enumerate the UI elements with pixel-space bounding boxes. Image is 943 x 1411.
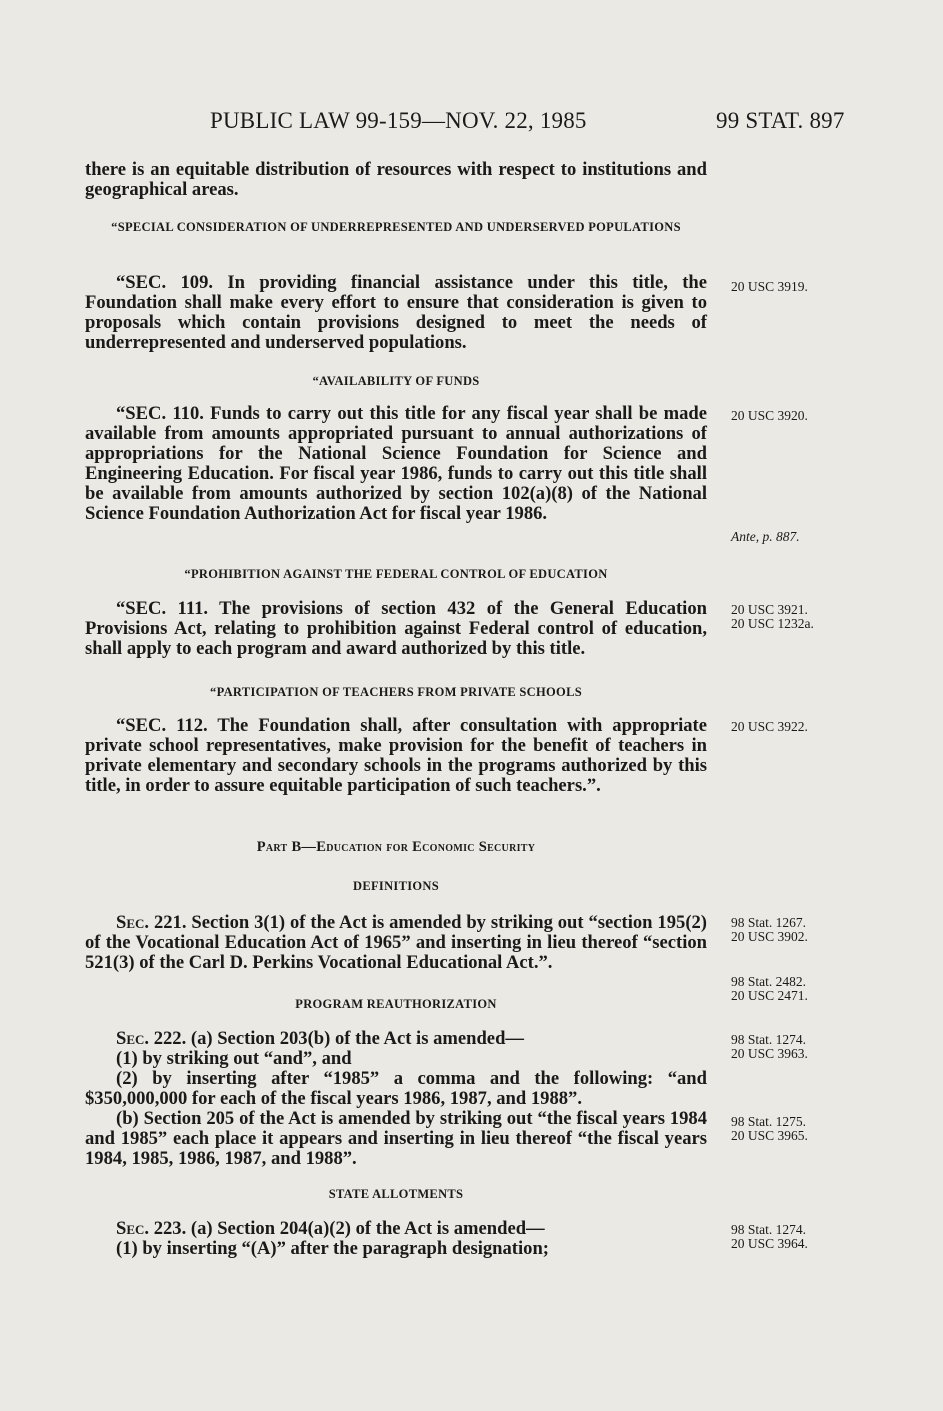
- margin-note-222b: 20 USC 3963.: [731, 1046, 808, 1061]
- sec-223-text: . 223. (a) Section 204(a)(2) of the Act is amended—: [144, 1218, 545, 1239]
- margin-note-221a: 98 Stat. 1267.: [731, 915, 807, 930]
- running-header-title: PUBLIC LAW 99-159—NOV. 22, 1985: [210, 108, 587, 133]
- margin-note-223a: 98 Stat. 1274.: [731, 1222, 807, 1237]
- section-221: [85, 913, 707, 973]
- part-b-heading: Part B—Education for Economic Security: [256, 839, 536, 855]
- margin-note-222d: 20 USC 3965.: [731, 1128, 808, 1143]
- section-110: “SEC. 110. Funds to carry out this title for any fiscal year shall be made available from amounts appropriated pursuant to annual authorizations of appropriations for the National Science Foundation for Science and Engineering Education. For fiscal year 1986, funds to carry out this title shall be available from amounts authorized by section 102(a)(8) of the National Science Foundation Authorization Act for fiscal year 1986.: [85, 403, 707, 524]
- margin-note-111b: 20 USC 1232a.: [731, 616, 814, 631]
- margin-note-ante: Ante, p. 887.: [731, 529, 800, 544]
- section-223: [85, 1219, 707, 1259]
- section-222: [85, 1029, 707, 1169]
- margin-note-221c: 98 Stat. 2482.: [731, 974, 807, 989]
- section-heading-223: STATE ALLOTMENTS: [328, 1187, 464, 1201]
- sec-222-item-2: (2) by inserting after “1985” a comma and the following: “and $350,000,000 for each of the fiscal years 1986, 1987, and 1988”.: [85, 1068, 707, 1109]
- sec-221-label: Sec: [116, 912, 145, 933]
- paragraph-continuation: there is an equitable distribution of resources with respect to institutions and geographical areas.: [85, 159, 707, 200]
- margin-note-223b: 20 USC 3964.: [731, 1236, 808, 1251]
- sec-221-text: . 221. Section 3(1) of the Act is amended by striking out “section 195(2) of the Vocational Education Act of 1965” and inserting in lieu thereof “section 521(3) of the Carl D. Perkins Vocational Educational Act.”.: [85, 912, 707, 973]
- section-111: “SEC. 111. The provisions of section 432 of the General Education Provisions Act, relating to prohibition against Federal control of education, shall apply to each program and award authorized by this title.: [85, 598, 707, 659]
- section-heading-111: “PROHIBITION AGAINST THE FEDERAL CONTROL OF EDUCATION: [184, 567, 608, 581]
- section-112: “SEC. 112. The Foundation shall, after consultation with appropriate private school representatives, make provision for the benefit of teachers in private elementary and secondary schools in the programs authorized by this title, in order to assure equitable participation of such teachers.”.: [85, 715, 707, 796]
- sec-223-item-1: (1) by inserting “(A)” after the paragraph designation;: [116, 1238, 549, 1259]
- margin-note-221b: 20 USC 3902.: [731, 929, 808, 944]
- sec-222-label: Sec: [116, 1028, 145, 1049]
- section-heading-221: DEFINITIONS: [353, 879, 439, 893]
- margin-note-111a: 20 USC 3921.: [731, 602, 808, 617]
- sec-222-b: (b) Section 205 of the Act is amended by striking out “the fiscal years 1984 and 1985” each place it appears and inserting in lieu thereof “the fiscal years 1984, 1985, 1986, 1987, and 1988”.: [85, 1108, 707, 1169]
- margin-note-112: 20 USC 3922.: [731, 719, 808, 734]
- sec-222-text: . 222. (a) Section 203(b) of the Act is amended—: [144, 1028, 524, 1049]
- margin-note-222a: 98 Stat. 1274.: [731, 1032, 807, 1047]
- section-109: “SEC. 109. In providing financial assistance under this title, the Foundation shall make every effort to ensure that consideration is given to proposals which contain provisions designed to meet the needs of underrepresented and underserved populations.: [85, 272, 707, 353]
- section-heading-109: “SPECIAL CONSIDERATION OF UNDERREPRESENTED AND UNDERSERVED POPULATIONS: [111, 220, 681, 234]
- margin-note-222c: 98 Stat. 1275.: [731, 1114, 807, 1129]
- margin-note-221d: 20 USC 2471.: [731, 988, 808, 1003]
- running-header-page: 99 STAT. 897: [716, 108, 845, 133]
- margin-note-109: 20 USC 3919.: [731, 279, 808, 294]
- sec-223-label: Sec: [116, 1218, 145, 1239]
- sec-222-item-1: (1) by striking out “and”, and: [116, 1048, 352, 1069]
- section-heading-112: “PARTICIPATION OF TEACHERS FROM PRIVATE SCHOOLS: [210, 685, 582, 699]
- section-heading-110: “AVAILABILITY OF FUNDS: [312, 374, 480, 388]
- section-heading-222: PROGRAM REAUTHORIZATION: [295, 997, 497, 1011]
- margin-note-110: 20 USC 3920.: [731, 408, 808, 423]
